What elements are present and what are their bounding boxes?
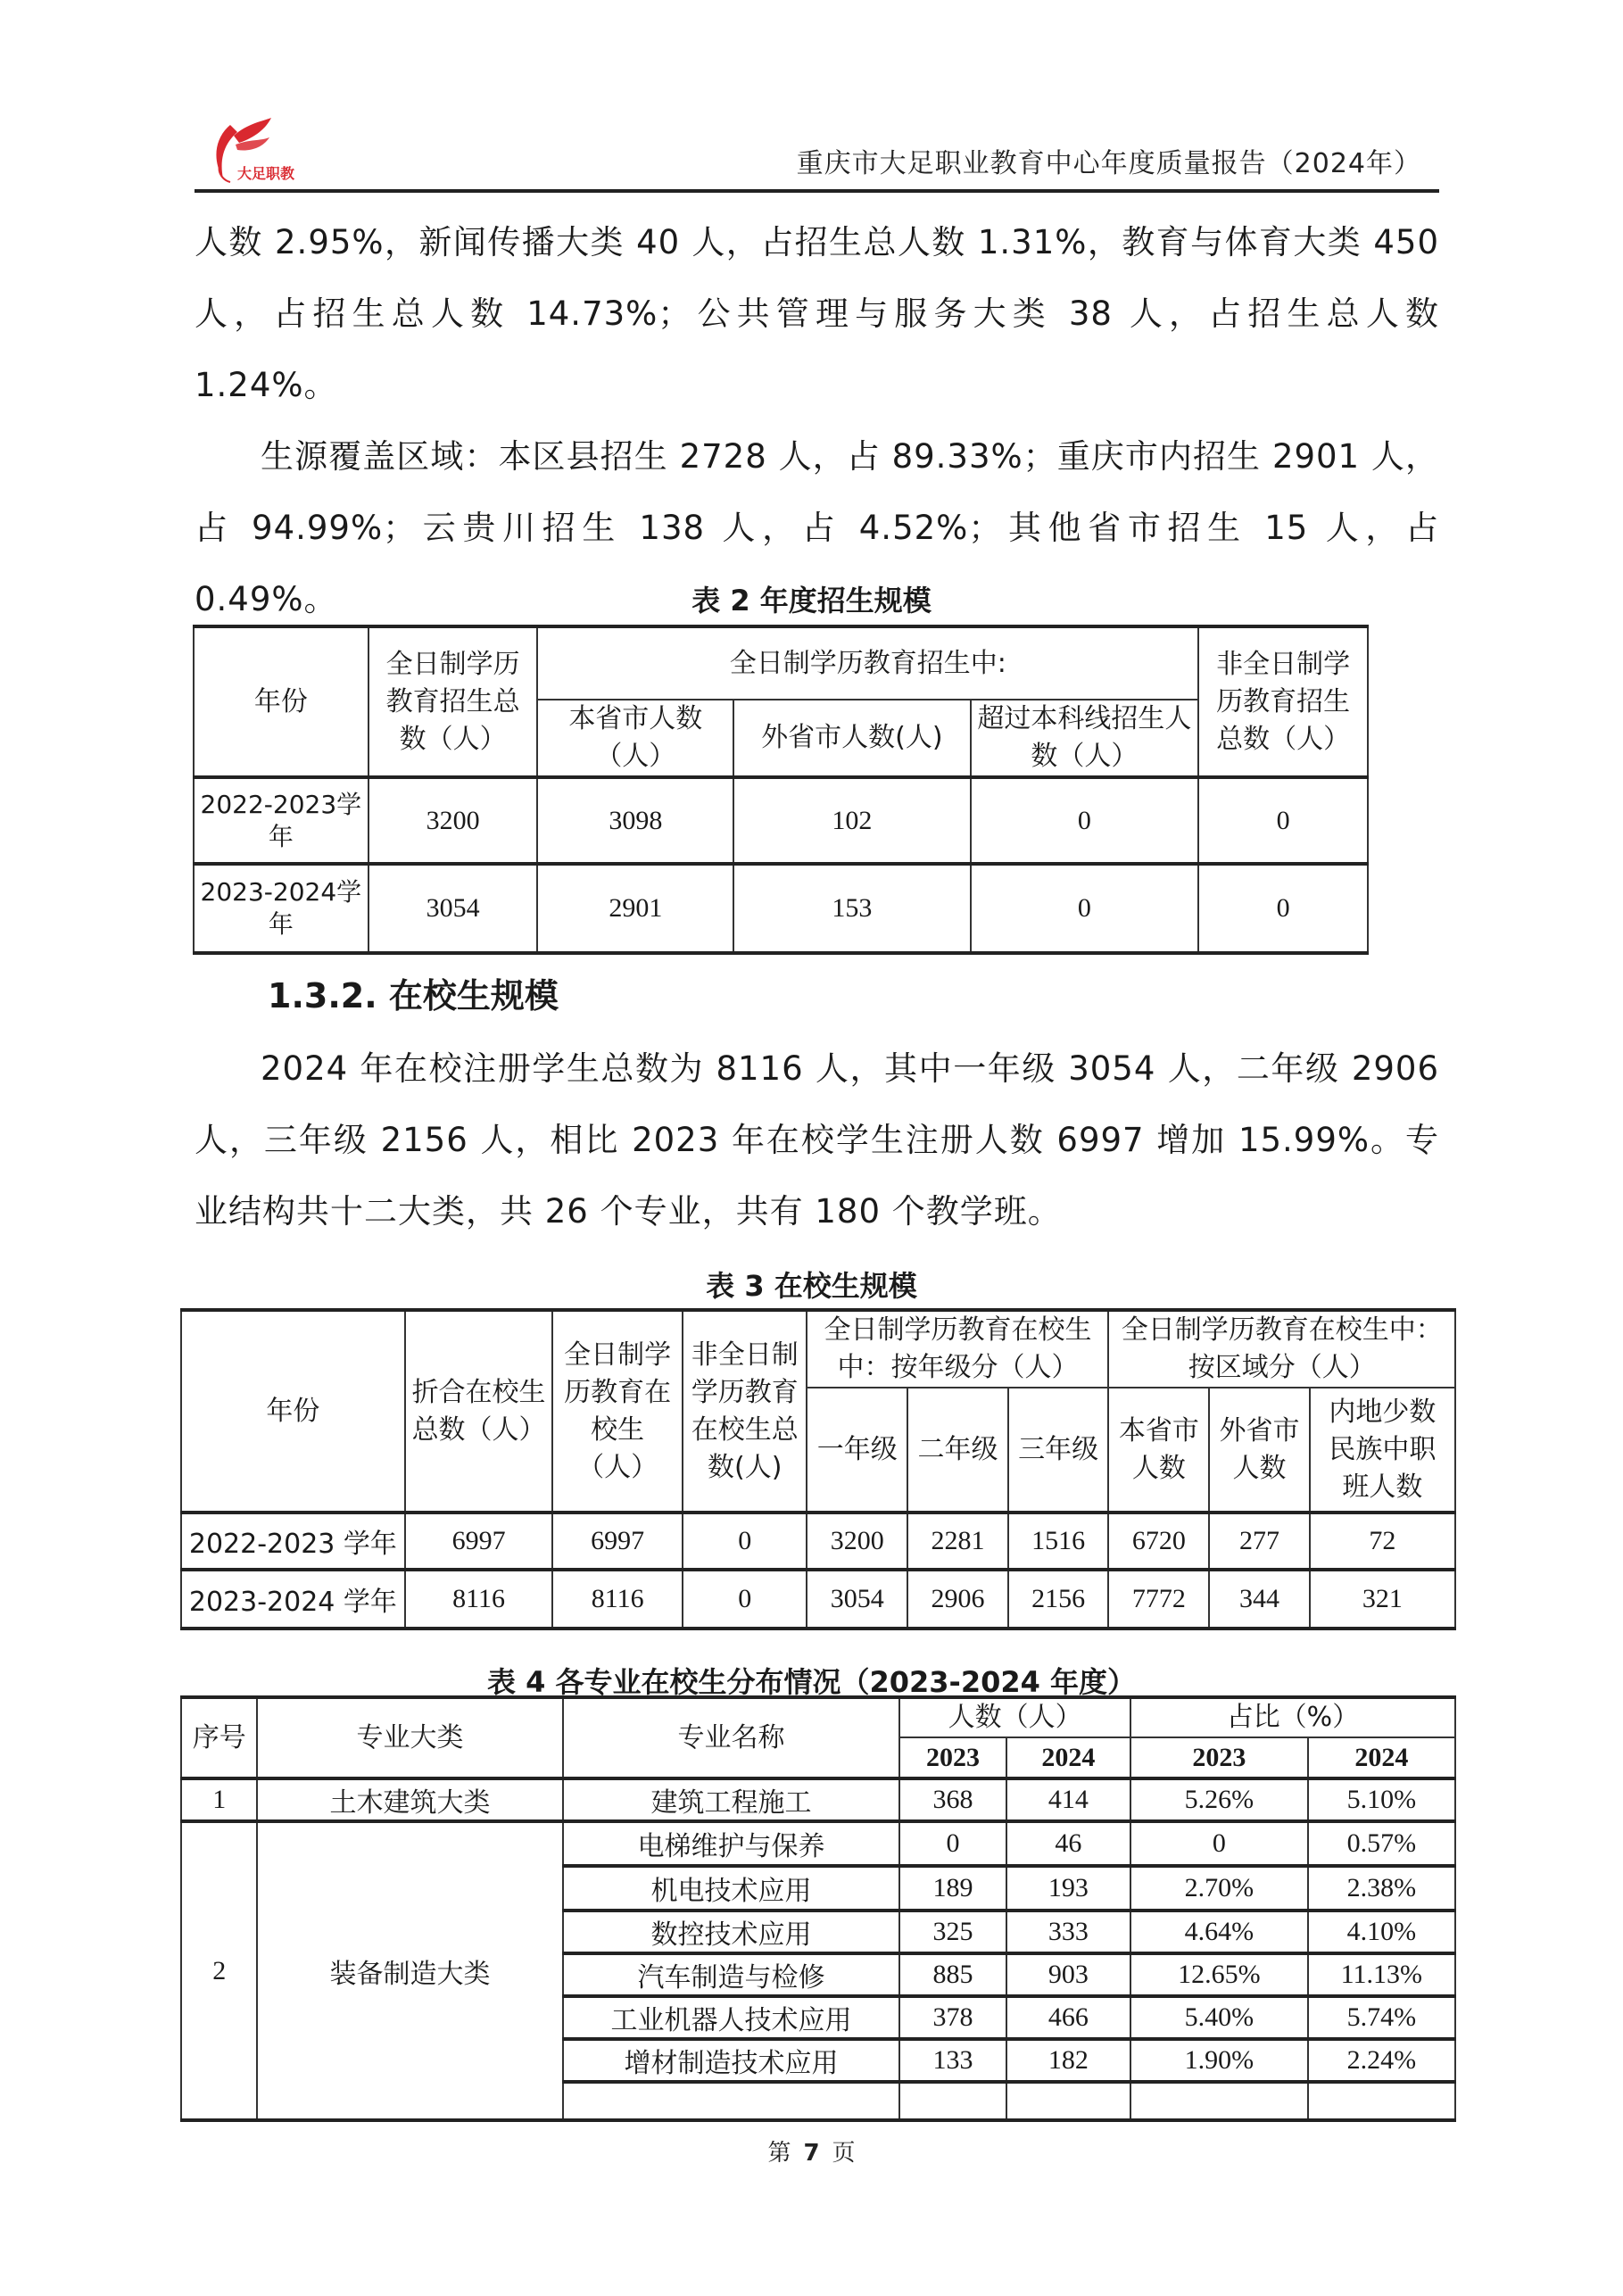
cell-count-2023: 189 (899, 1866, 1006, 1911)
cell-ratio-2023: 5.26% (1130, 1778, 1308, 1821)
cell-count-2024: 193 (1006, 1866, 1130, 1911)
body-paragraph: 生源覆盖区域：本区县招生 2728 人，占 89.33%；重庆市内招生 2901 人，占 94.99%；云贵川招生 138 人，占 4.52%；其他省市招生 15 人，占 0.49%。 (195, 437, 1439, 618)
cell-non-full: 0 (1198, 777, 1368, 864)
cell-ratio-2024: 11.13% (1308, 1953, 1455, 1996)
cell-ratio-2023: 4.64% (1130, 1911, 1308, 1953)
cell-count-2023: 368 (899, 1778, 1006, 1821)
enrollment-table (193, 625, 1369, 955)
cell-count-2024: 46 (1006, 1821, 1130, 1866)
cell-ratio-2024: 2.24% (1308, 2039, 1455, 2082)
section-heading: 1.3.2. 在校生规模 (268, 976, 559, 1015)
cell-year: 2023-2024 学年 (181, 1570, 405, 1629)
cell-count-2023: 325 (899, 1911, 1006, 1953)
cell-count-2023: 885 (899, 1953, 1006, 1996)
column-header: 非全日制学历教育招生总数（人） (1198, 626, 1368, 777)
cell-grade-1: 3200 (807, 1513, 907, 1570)
cell-local: 3098 (537, 777, 733, 864)
column-group-header: 占比（%） (1130, 1697, 1455, 1737)
cell-count-2023: 133 (899, 2039, 1006, 2082)
cell-year: 2023-2024学年 (194, 864, 368, 953)
cell-count-2023: 378 (899, 1996, 1006, 2039)
header-divider (195, 189, 1439, 193)
table-caption: 表 4 各专业在校生分布情况（2023-2024 年度） (486, 1665, 1137, 1699)
cell-ratio-2024: 0.57% (1308, 1821, 1455, 1866)
column-group-header: 全日制学历教育招生中: (537, 626, 1198, 700)
cell-ratio-2023: 1.90% (1130, 2039, 1308, 2082)
cell-category: 土木建筑大类 (257, 1778, 562, 1821)
column-header: 本省市人数 (1108, 1388, 1209, 1513)
column-header: 专业大类 (257, 1697, 562, 1778)
cell-outside: 277 (1209, 1513, 1310, 1570)
cell-ratio-2023: 2.70% (1130, 1866, 1308, 1911)
table-row (181, 1570, 1455, 1629)
column-header: 全日制学历教育在校生（人） (552, 1310, 683, 1513)
column-header: 二年级 (907, 1388, 1008, 1513)
table-row (181, 1821, 1455, 1866)
cell-local: 7772 (1108, 1570, 1209, 1629)
column-header: 年份 (194, 626, 368, 777)
cell-major: 汽车制造与检修 (563, 1953, 900, 1996)
cell-major: 电梯维护与保养 (563, 1821, 900, 1866)
cell-ratio-2024: 5.74% (1308, 1996, 1455, 2039)
column-header: 外省市人数(人) (733, 700, 970, 777)
cell-year: 2022-2023 学年 (181, 1513, 405, 1570)
cell-count-2023 (899, 2082, 1006, 2120)
column-header: 序号 (181, 1697, 257, 1778)
cell-ratio-2023 (1130, 2082, 1308, 2120)
cell-minority: 72 (1310, 1513, 1455, 1570)
cell-major: 建筑工程施工 (563, 1778, 900, 1821)
cell-ratio-2023: 0 (1130, 1821, 1308, 1866)
table-row (194, 777, 1368, 864)
table-caption: 表 3 在校生规模 (706, 1269, 917, 1303)
page-footer (0, 2134, 1623, 2168)
cell-non-full: 0 (683, 1570, 807, 1629)
cell-grade-2: 2906 (907, 1570, 1008, 1629)
cell-local: 6720 (1108, 1513, 1209, 1570)
column-group-header: 全日制学历教育在校生中：按年级分（人） (807, 1310, 1108, 1388)
column-group-header: 人数（人） (899, 1697, 1130, 1737)
cell-outside: 102 (733, 777, 970, 864)
column-header: 年份 (181, 1310, 405, 1513)
cell-count-2024: 182 (1006, 2039, 1130, 2082)
cell-ratio-2024 (1308, 2082, 1455, 2120)
table-caption: 表 2 年度招生规模 (691, 584, 932, 618)
page-number: 7 (803, 2140, 820, 2167)
column-header: 2023 (899, 1737, 1006, 1778)
cell-major: 机电技术应用 (563, 1866, 900, 1911)
cell-ratio-2024: 2.38% (1308, 1866, 1455, 1911)
page-header (195, 107, 1439, 196)
cell-no: 1 (181, 1778, 257, 1821)
column-header: 非全日制学历教育在校生总数(人) (683, 1310, 807, 1513)
cell-grade-2: 2281 (907, 1513, 1008, 1570)
cell-grade-3: 2156 (1008, 1570, 1109, 1629)
cell-grade-1: 3054 (807, 1570, 907, 1629)
cell-count-2024: 903 (1006, 1953, 1130, 1996)
cell-category: 装备制造大类 (257, 1821, 562, 2120)
page-prefix: 第 (767, 2140, 791, 2167)
table-row (181, 1513, 1455, 1570)
column-header: 全日制学历教育招生总数（人） (368, 626, 538, 777)
page-suffix: 页 (832, 2140, 856, 2167)
column-header: 本省市人数（人） (537, 700, 733, 777)
cell-total: 3054 (368, 864, 538, 953)
column-header: 2024 (1006, 1737, 1130, 1778)
cell-outside: 344 (1209, 1570, 1310, 1629)
cell-count-2024: 333 (1006, 1911, 1130, 1953)
cell-full-time: 8116 (552, 1570, 683, 1629)
cell-minority: 321 (1310, 1570, 1455, 1629)
cell-ratio-2023: 12.65% (1130, 1953, 1308, 1996)
cell-converted: 8116 (405, 1570, 553, 1629)
cell-outside: 153 (733, 864, 970, 953)
column-header: 内地少数民族中职班人数 (1310, 1388, 1455, 1513)
cell-above-line: 0 (971, 777, 1199, 864)
column-header: 三年级 (1008, 1388, 1109, 1513)
cell-year: 2022-2023学年 (194, 777, 368, 864)
cell-major: 数控技术应用 (563, 1911, 900, 1953)
cell-non-full: 0 (683, 1513, 807, 1570)
table-row (181, 1778, 1455, 1821)
cell-count-2024: 466 (1006, 1996, 1130, 2039)
school-logo (203, 116, 302, 187)
body-paragraph: 2024 年在校注册学生总数为 8116 人，其中一年级 3054 人，二年级 2906 人，三年级 2156 人，相比 2023 年在校学生注册人数 6997 增加 15.99%。专业结构共十二大类，共 26 个专业，共有 180 个教学班。 (195, 1049, 1439, 1231)
report-title: 重庆市大足职业教育中心年度质量报告（2024年） (796, 148, 1421, 179)
body-paragraph: 人数 2.95%，新闻传播大类 40 人，占招生总人数 1.31%，教育与体育大类 450 人，占招生总人数 14.73%；公共管理与服务大类 38 人，占招生总人数 1.24%。 (195, 223, 1439, 404)
cell-local: 2901 (537, 864, 733, 953)
cell-no: 2 (181, 1821, 257, 2120)
cell-major: 工业机器人技术应用 (563, 1996, 900, 2039)
column-header: 一年级 (807, 1388, 907, 1513)
cell-ratio-2024: 5.10% (1308, 1778, 1455, 1821)
cell-count-2023: 0 (899, 1821, 1006, 1866)
cell-count-2024: 414 (1006, 1778, 1130, 1821)
column-header: 超过本科线招生人数（人） (971, 700, 1199, 777)
cell-above-line: 0 (971, 864, 1199, 953)
cell-major: 增材制造技术应用 (563, 2039, 900, 2082)
logo-text: 大足职教 (237, 165, 295, 182)
cell-ratio-2024: 4.10% (1308, 1911, 1455, 1953)
column-header: 折合在校生总数（人） (405, 1310, 553, 1513)
cell-non-full: 0 (1198, 864, 1368, 953)
cell-ratio-2023: 5.40% (1130, 1996, 1308, 2039)
cell-major (563, 2082, 900, 2120)
column-group-header: 全日制学历教育在校生中：按区域分（人） (1108, 1310, 1455, 1388)
table-row (194, 864, 1368, 953)
major-distribution-table (180, 1695, 1456, 2122)
cell-grade-3: 1516 (1008, 1513, 1109, 1570)
cell-converted: 6997 (405, 1513, 553, 1570)
cell-full-time: 6997 (552, 1513, 683, 1570)
cell-total: 3200 (368, 777, 538, 864)
column-header: 外省市人数 (1209, 1388, 1310, 1513)
column-header: 2024 (1308, 1737, 1455, 1778)
student-scale-table (180, 1308, 1456, 1630)
cell-count-2024 (1006, 2082, 1130, 2120)
column-header: 2023 (1130, 1737, 1308, 1778)
column-header: 专业名称 (563, 1697, 900, 1778)
